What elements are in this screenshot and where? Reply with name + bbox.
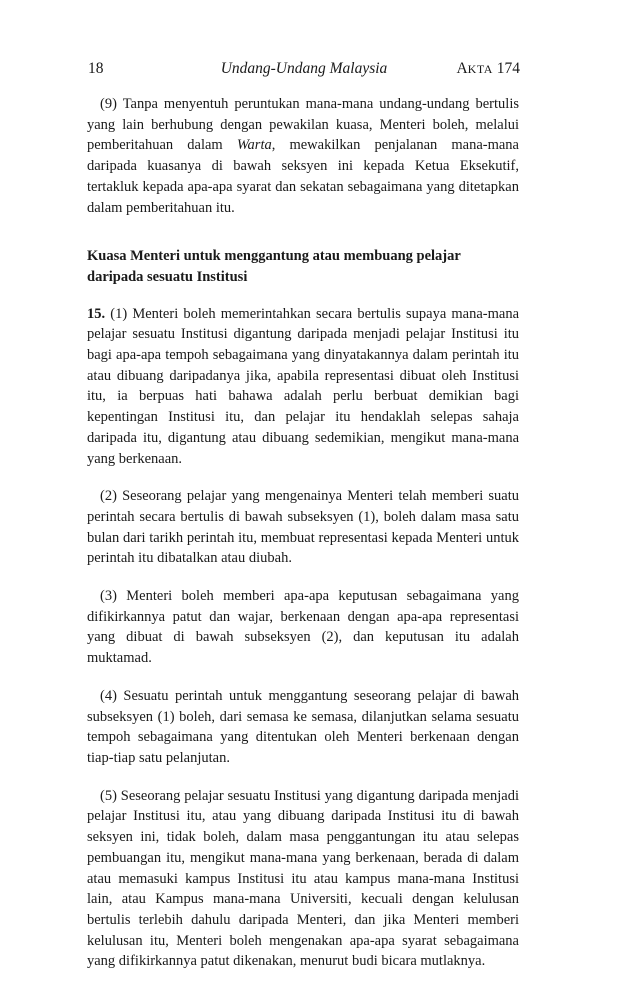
subsection-text: Sesuatu perintah untuk menggantung seseorang pelajar di bawah subseksyen (1) boleh, dari semasa ke semasa, dilanjutkan selama sesuatu tempoh sebagaimana yang ditentukan oleh Menteri berkenaan dengan tiap-tiap satu pelanjutan. [87,687,520,766]
act-prefix-smallcaps: KTA [467,62,493,76]
subsection-number: (1) [110,305,128,322]
document-body [87,94,519,989]
subsection-number: (4) [100,687,117,704]
page-header [88,60,520,84]
subsection-number: (3) [100,588,117,605]
para-text-end: , mewakilkan penjalanan mana-mana daripada kuasanya di bawah seksyen ini kepada Ketua Eksekutif, tertakluk kepada apa-apa syarat dan sekatan sebagaimana yang ditetapkan dalam pemberitahuan itu. [87,137,519,216]
subsection-5 [87,786,519,972]
page-number: 18 [88,60,104,77]
section-number: 15. [87,305,106,322]
subsection-number: (2) [100,488,117,505]
subsection-2 [87,486,519,569]
act-label [456,60,520,78]
paragraph-9 [87,94,519,218]
act-number: 174 [496,60,520,77]
para-text: Menteri boleh memerintahkan secara bertulis supaya mana-mana pelajar sesuatu Institusi digantung daripada menjadi pelajar Institusi itu bagi apa-apa tempoh sebagaimana yang dinyatakannya dalam perintah itu atau dibuang daripadanya jika, apabila representasi dibuat oleh Institusi itu, ia berpuas hati bahawa adalah perlu berbuat demikian bagi kepentingan Institusi itu, dan pelajar itu hendaklah selepas sahaja daripada itu, digantung atau dibuang sedemikian, mengikut mana-mana yang berkenaan. [87,305,520,467]
subsection-4 [87,686,519,769]
para-number: (9) [100,96,117,112]
subsection-3 [87,586,519,669]
act-prefix: A [456,60,468,77]
italic-term: Warta [236,137,272,154]
section-15-para-1 [87,304,519,470]
subsection-text: Seseorang pelajar sesuatu Institusi yang digantung daripada menjadi pelajar Institusi itu, atau yang dibuang daripada Institusi itu di bawah seksyen ini, tidak boleh, dalam masa penggantungan itu atau selepas pembuangan itu, mengikut mana-mana yang berkenaan, berada di dalam atau memasuki kampus Institusi itu atau kampus mana-mana Institusi lain, atau Kampus mana-mana Universiti, kecuali dengan kelulusan bertulis terlebih dahulu daripada Menteri, dan jika Menteri memberi kelulusan itu, Menteri boleh mengenakan apa-apa syarat sebagaimana yang difikirkannya patut dikenakan, menurut budi bicara mutlaknya. [87,787,519,970]
para-text: Tanpa menyentuh peruntukan mana-mana undang-undang bertulis yang lain berhubung dengan pewakilan kuasa, Menteri boleh, melalui pemberitahuan dalam [87,96,519,154]
header-title: Undang-Undang Malaysia [220,60,388,77]
section-heading: Kuasa Menteri untuk menggantung atau membuang pelajar daripada sesuatu Institusi [87,248,461,285]
subsection-text: Seseorang pelajar yang mengenainya Menteri telah memberi suatu perintah secara bertulis di bawah subseksyen (1), boleh dalam masa satu bulan dari tarikh perintah itu, membuat representasi kepada Menteri untuk perintah itu dibatalkan atau diubah. [87,488,519,567]
subsection-text: Menteri boleh memberi apa-apa keputusan sebagaimana yang difikirkannya patut dan wajar, berkenaan dengan apa-apa representasi yang dibuat di bawah subseksyen (2), dan keputusan itu adalah muktamad. [87,588,519,667]
subsection-number: (5) [100,787,117,804]
